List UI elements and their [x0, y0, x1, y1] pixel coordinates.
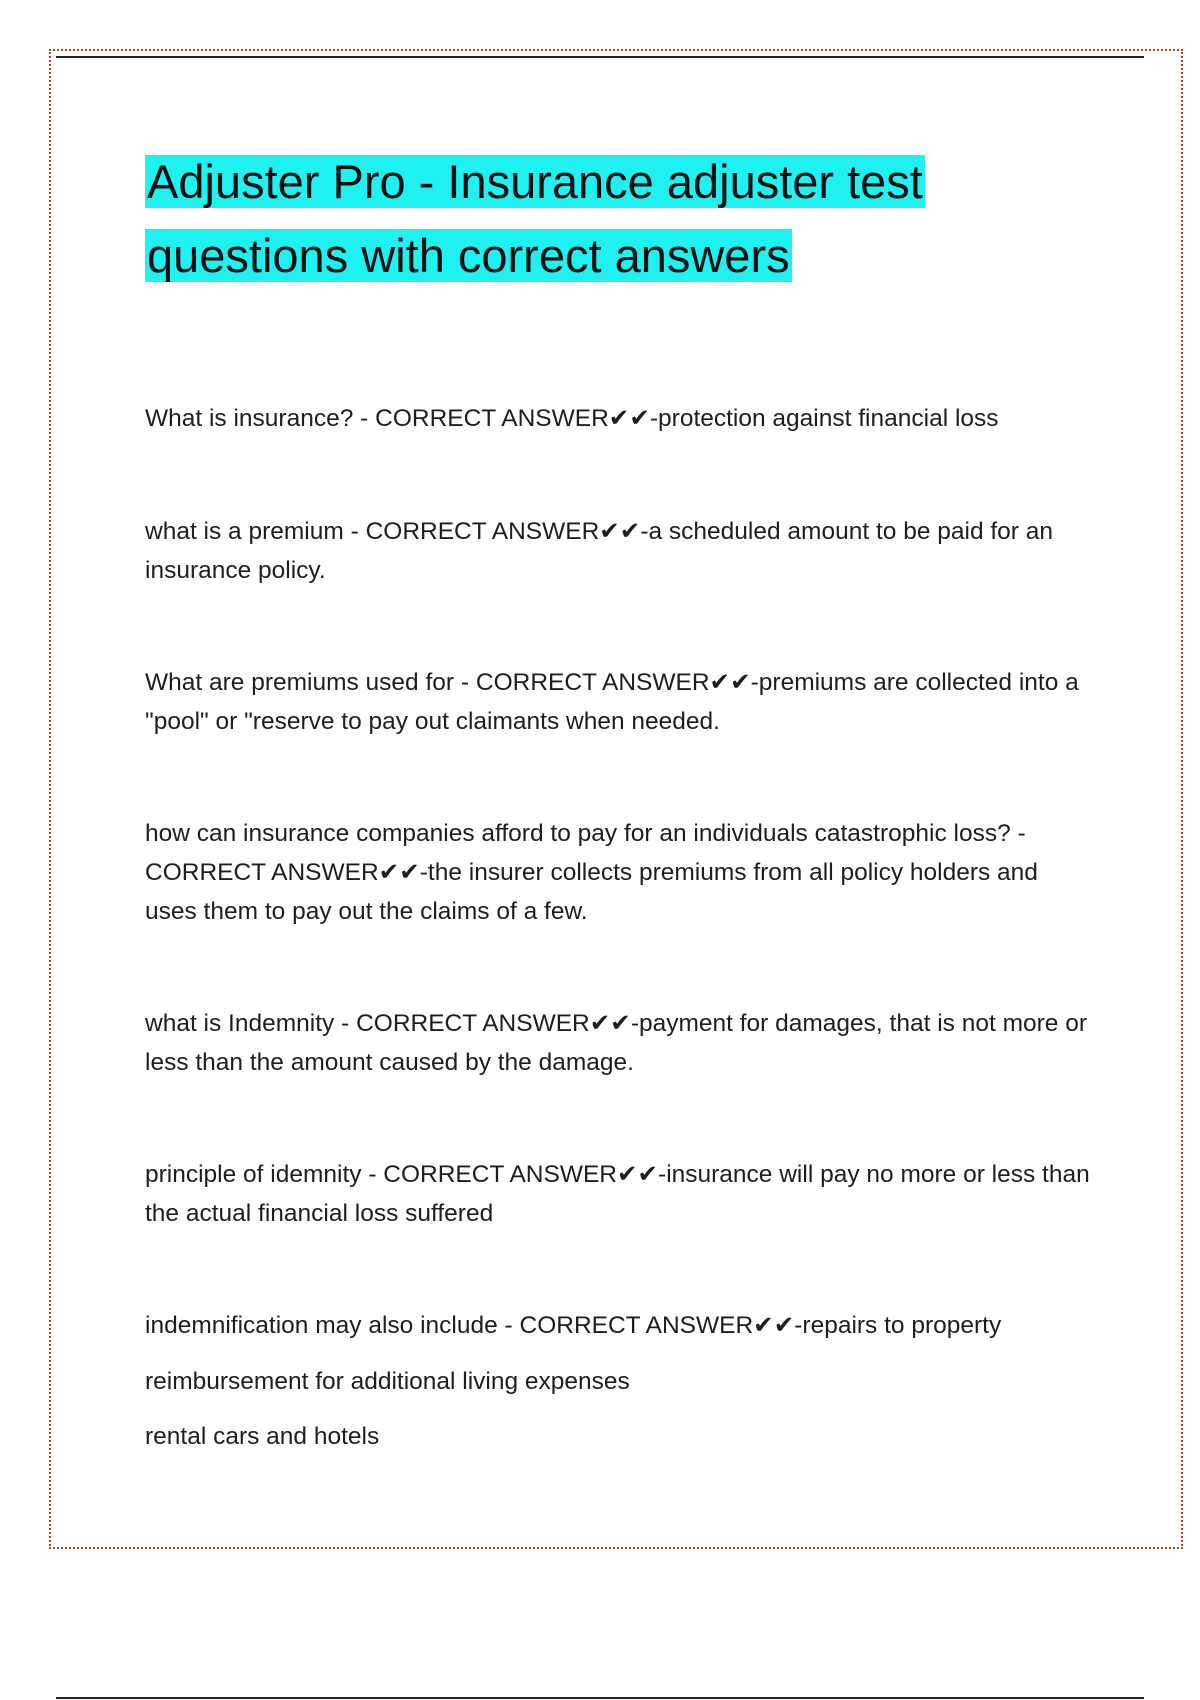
answer-extra-line: rental cars and hotels — [145, 1423, 380, 1450]
answer-marker: CORRECT ANSWER✔✔ — [365, 518, 641, 545]
answer-marker: CORRECT ANSWER✔✔ — [519, 1312, 795, 1339]
answer-extra-line: reimbursement for additional living expenses — [145, 1368, 630, 1395]
title-highlight: Adjuster Pro - Insurance adjuster test questions with correct answers — [147, 155, 923, 282]
question-text: indemnification may also include - — [145, 1312, 513, 1339]
answer-marker: CORRECT ANSWER✔✔ — [145, 859, 420, 886]
qa-item — [145, 663, 1095, 741]
answer-text: -premiums are collected into a "pool" or "reserve to pay out claimants when needed. — [145, 669, 1079, 735]
question-text: what is Indemnity - — [145, 1010, 350, 1037]
question-text: What is insurance? - — [145, 405, 369, 432]
qa-item — [145, 1306, 1095, 1456]
question-text: What are premiums used for - — [145, 669, 470, 696]
answer-text: -repairs to property — [794, 1312, 1002, 1339]
answer-text: -insurance will pay no more or less than the actual financial loss suffered — [145, 1161, 1090, 1227]
top-rule — [56, 56, 1144, 58]
answer-marker: CORRECT ANSWER✔✔ — [356, 1010, 631, 1037]
question-text: what is a premium - — [145, 518, 359, 545]
qa-first-line — [145, 1306, 1095, 1345]
page-title — [145, 145, 1095, 293]
qa-item — [145, 512, 1095, 590]
qa-list — [145, 399, 1095, 1456]
answer-text: -a scheduled amount to be paid for an insurance policy. — [145, 518, 1054, 584]
document-body — [145, 145, 1095, 1529]
qa-item — [145, 1004, 1095, 1082]
answer-text: -protection against financial loss — [649, 405, 999, 432]
question-text: how can insurance companies afford to pay for an individuals catastrophic loss? - — [145, 820, 1026, 847]
qa-item — [145, 399, 1095, 438]
question-text: principle of idemnity - — [145, 1161, 377, 1188]
answer-marker: CORRECT ANSWER✔✔ — [375, 405, 650, 432]
answer-text: -the insurer collects premiums from all policy holders and uses them to pay out the claims of a few. — [145, 859, 1038, 925]
answer-marker: CORRECT ANSWER✔✔ — [383, 1161, 659, 1188]
qa-item — [145, 1155, 1095, 1233]
answer-marker: CORRECT ANSWER✔✔ — [475, 669, 751, 696]
bottom-rule — [56, 1697, 1144, 1699]
qa-item — [145, 814, 1095, 931]
answer-text: -payment for damages, that is not more or less than the amount caused by the damage. — [145, 1010, 1087, 1076]
